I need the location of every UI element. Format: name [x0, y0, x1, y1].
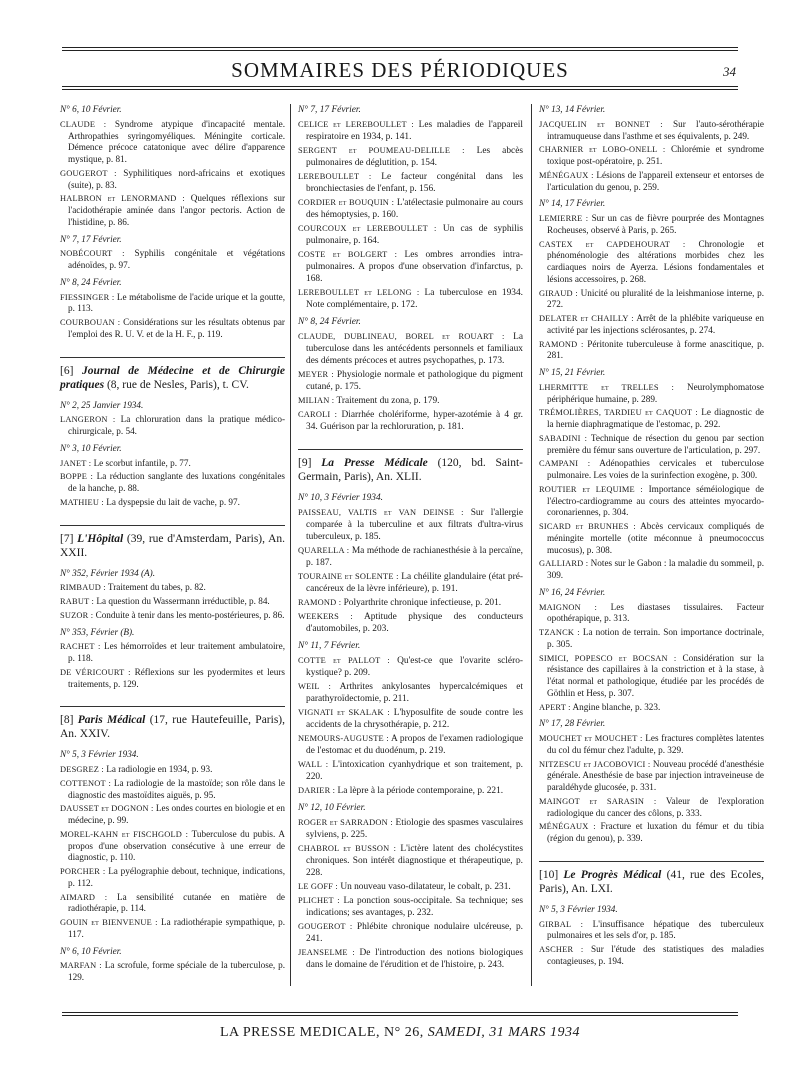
article-authors: AIMARD : [60, 892, 108, 902]
article-title: Chlorémie et syndrome toxique post-opératoire, p. 251. [547, 144, 765, 166]
article-authors: LEMIERRE : [539, 214, 589, 223]
article-title: La tuberculose dans les antécédents personnels et familiaux des déments précoces et autres psychopathes, p. 173. [306, 332, 524, 366]
article-title: La tuberculose en 1934. Note complémentaire, p. 172. [306, 288, 524, 310]
article-entry [60, 118, 285, 166]
article-title: La scrofule, forme spéciale de la tuberculose, p. 129. [68, 960, 285, 982]
article-title: Les fractures complètes latentes du col du fémur chez l'adulte, p. 329. [547, 733, 765, 755]
journal-heading [60, 357, 285, 392]
article-title: Un nouveau vaso-dilatateur, le cobalt, p. 231. [340, 882, 511, 892]
article-authors: COURBOUAN : [60, 318, 121, 327]
article-title: La chéilite glandulaire (état pré-cancéreux de la lèvre inférieure), p. 191. [306, 572, 523, 594]
article-authors: MÉNÉGAUX : [539, 170, 594, 180]
issue-heading: N° 16, 24 Février. [539, 586, 606, 597]
article-authors: NEMOURS-AUGUSTE : [298, 734, 389, 743]
article-authors: ROGER et SARRADON : [298, 818, 393, 827]
journal-address: (41, rue des Ecoles, Paris), An. LXI. [539, 868, 765, 895]
article-title: La chloruration dans la pratique médico-chirurgicale, p. 54. [68, 414, 286, 436]
issue-heading: N° 13, 14 Février. [539, 104, 606, 114]
article-authors: COSTE et BOLGERT : [298, 250, 398, 259]
article-entry [539, 601, 765, 626]
article-authors: RABUT : [60, 597, 95, 606]
article-title: L'hyposulfite de soude contre les accidents de la chrysothérapie, p. 212. [306, 708, 523, 730]
article-authors: CAMPANI : [539, 459, 591, 469]
article-entry [298, 119, 523, 143]
article-entry [298, 145, 524, 169]
article-title: Le diagnostic de la hernie diaphragmatique de l'estomac, p. 292. [547, 407, 764, 429]
article-entry [298, 287, 524, 311]
article-title: Notes sur le Gabon : la maladie du sommeil, p. 309. [547, 558, 765, 580]
article-entry [60, 248, 285, 272]
article-title: La lèpre à la période contemporaine, p. 221. [337, 786, 504, 796]
article-entry [298, 597, 523, 609]
article-title: La radiothérapie sympathique, p. 117. [68, 917, 285, 939]
article-entry [60, 582, 285, 594]
page-footer [62, 1025, 738, 1041]
page-title: SOMMAIRES DES PÉRIODIQUES [231, 58, 569, 82]
article-title: Le métabolisme de l'acide urique et la goutte, p. 113. [68, 291, 286, 314]
column-divider-2 [531, 104, 532, 986]
article-entry [60, 960, 285, 984]
article-title: Péritonite tuberculeuse à forme anascitique, p. 281. [547, 338, 764, 361]
article-title: Sur l'auto-sérothérapie intramuqueuse dans l'asthme et ses équivalents, p. 249. [547, 118, 764, 141]
article-entry [298, 507, 523, 543]
article-authors: RIMBAUD : [60, 583, 106, 593]
issue-heading: N° 352, Février 1934 (A). [60, 567, 156, 578]
article-title: Sur l'allergie comparée à la tuberculine et aux filtrats d'ultra-virus tuberculeux, p. 185. [306, 508, 523, 542]
article-authors: TOURAINE et SOLENTE : [298, 572, 399, 581]
article-authors: MOREL-KAHN et FISCHGOLD : [60, 829, 189, 839]
journal-heading [60, 525, 285, 560]
article-title: Traitement du tabes, p. 82. [107, 582, 206, 593]
article-authors: MAIGNON : [539, 602, 598, 612]
article-title: Considérations sur les résultats obtenus par l'emploi des R. U. V. et de la H. F., p. 119. [68, 317, 285, 339]
journal-number: [8] [60, 714, 74, 727]
article-entry [539, 627, 765, 651]
article-entry [539, 821, 764, 845]
article-entry [298, 409, 523, 433]
article-title: La dyspepsie du lait de vache, p. 97. [106, 496, 240, 507]
article-authors: ASCHER : [539, 945, 584, 954]
article-entry [539, 338, 764, 363]
article-authors: NITZESCU et JACOBOVICI : [539, 759, 651, 769]
article-authors: TRÉMOLIÈRES, TARDIEU et CAQUOT : [539, 408, 698, 418]
issue-heading: N° 6, 10 Février. [60, 945, 122, 956]
issue-heading: N° 3, 10 Février. [60, 442, 122, 453]
article-title: Importance séméiologique de l'électro-cardiogramme au cours des atteintes myocardo-coronariennes, p. 304. [547, 483, 765, 518]
article-entry [60, 596, 285, 608]
article-authors: SIMICI, POPESCO et BOCSAN : [539, 653, 677, 663]
article-title: Diarrhée cholériforme, hyper-azotémie à 4 gr. 34. Guérison par la rechloruration, p. 181. [306, 410, 523, 432]
article-title: Valeur de l'exploration radiologique du cancer des côlons, p. 333. [547, 795, 764, 818]
journal-heading [298, 449, 523, 484]
article-entry [539, 381, 764, 406]
article-title: La question du Wassermann irréductible, p. 84. [96, 596, 270, 606]
article-authors: WEEKERS : [298, 612, 353, 621]
article-entry [298, 895, 523, 919]
issue-heading: N° 353, Février (B). [60, 626, 135, 637]
article-title: Angine blanche, p. 323. [572, 701, 661, 712]
article-entry [539, 144, 765, 168]
article-title: Unicité ou pluralité de la leishmaniose interne, p. 272. [547, 287, 765, 310]
column-3 [539, 104, 764, 986]
article-authors: JACQUELIN et BONNET : [539, 119, 663, 129]
article-entry [60, 609, 285, 622]
article-entry [60, 317, 285, 341]
issue-heading: N° 7, 17 Février. [60, 233, 122, 244]
article-authors: MATHIEU : [60, 497, 104, 507]
article-title: La radiologie en 1934, p. 93. [106, 764, 213, 774]
article-entry [539, 521, 764, 556]
article-title: Considération sur la résistance des capillaires à la constriction et à la stase, à l'état normal et pathologique, étudiée par les procédés de Göthlin et Hess, p. 307. [547, 652, 764, 698]
article-entry [539, 652, 764, 700]
article-entry [298, 947, 524, 971]
issue-heading: N° 8, 24 Février. [298, 317, 361, 327]
article-entry [298, 817, 524, 841]
article-title: Ma méthode de rachianesthésie à la percaïne, p. 187. [306, 546, 524, 568]
article-entry [298, 331, 524, 367]
article-entry [298, 733, 523, 757]
article-title: Chronologie et phénoménologie des altérations morbides chez les cardiaques noirs de Ayerza. Lésions fondamentales et lésions accessoires, p. 268. [547, 238, 764, 284]
article-entry [539, 701, 764, 714]
article-title: La sensibilité cutanée en matière de radiothérapie, p. 114. [68, 891, 286, 914]
article-authors: CHARNIER et LOBO-ONELL : [539, 145, 666, 155]
journal-name: Paris Médical [77, 714, 146, 727]
journal-name: Journal de Médecine et de Chirurgie pratiques [60, 364, 285, 391]
article-authors: GIRBAL : [539, 919, 584, 929]
issue-heading: N° 17, 28 Février. [539, 718, 606, 729]
article-title: Conduite à tenir dans les mento-postérieures, p. 86. [95, 609, 285, 620]
article-authors: COTTE et PALLOT : [298, 656, 390, 665]
article-entry [539, 169, 764, 194]
article-entry [298, 759, 524, 783]
article-entry [539, 118, 764, 143]
article-authors: LE GOFF : [298, 882, 338, 891]
article-authors: FIESSINGER : [60, 292, 115, 302]
article-authors: JEANSELME : [298, 948, 355, 957]
journal-address: (17, rue Hautefeuille, Paris), An. XXIV. [60, 714, 286, 741]
article-authors: CAROLI : [298, 410, 338, 419]
issue-heading: N° 14, 17 Février. [539, 198, 606, 209]
article-title: Phlébite chronique nodulaire ulcéreuse, p. 241. [306, 922, 523, 944]
article-authors: DE VÉRICOURT : [60, 667, 131, 677]
article-entry [539, 407, 764, 431]
article-entry [539, 313, 764, 337]
article-authors: DARIER : [298, 786, 336, 795]
article-authors: GALLIARD : [539, 559, 589, 569]
column-divider-1 [290, 104, 291, 986]
article-entry [60, 167, 286, 192]
issue-heading: N° 2, 25 Janvier 1934. [60, 399, 144, 410]
journal-address: (120, bd. Saint-Germain, Paris), An. XLII. [298, 457, 524, 483]
journal-number: [7] [60, 532, 74, 545]
article-entry [298, 571, 523, 595]
article-title: Adénopathies cervicales et tuberculose pulmonaire. Les voies de la surinfection exogène, p. 300. [547, 458, 764, 480]
article-entry [60, 496, 285, 509]
article-title: Syndrome atypique d'incapacité mentale. Arthropathies syringomyéliques. Méningite corticale. Démence précoce catatonique avec délire d'apparence mystique, p. 81. [68, 118, 285, 164]
article-title: Polyarthrite chronique infectieuse, p. 201. [343, 598, 502, 608]
article-title: Syphilitiques nord-africains et exotiques (suite), p. 83. [68, 167, 286, 190]
article-title: Les maladies de l'appareil respiratoire en 1934, p. 141. [306, 120, 523, 142]
issue-heading: N° 11, 7 Février. [298, 641, 361, 651]
article-entry [539, 213, 765, 237]
issue-heading: N° 15, 21 Février. [539, 367, 606, 377]
article-title: Sur un cas de fièvre pourprée des Montagnes Rocheuses, observé à Paris, p. 265. [547, 213, 765, 235]
article-entry [539, 918, 764, 943]
issue-heading: N° 5, 3 Février 1934. [60, 749, 139, 760]
article-authors: DESGREZ : [60, 765, 104, 774]
article-authors: CLAUDE, DUBLINEAU, BOREL et ROUART : [298, 332, 505, 341]
article-authors: MARFAN : [60, 961, 102, 971]
article-entry [60, 828, 286, 864]
article-title: Les hémorroïdes et leur traitement ambulatoire, p. 118. [68, 641, 285, 663]
article-entry [539, 944, 764, 968]
article-title: Abcès cervicaux compliqués de méningite mortelle (otite méconnue à pneumococcus mucosus), p. 308. [547, 521, 764, 555]
article-entry [60, 803, 285, 827]
article-entry [298, 655, 524, 679]
article-title: L'ictère latent des cholécystites chroniques. Son intérêt diagnostique et thérapeutique, p. 228. [306, 844, 523, 878]
article-title: Les diastases tissulaires. Facteur opothérapique, p. 313. [547, 601, 765, 624]
article-authors: GOUIN et BIENVENUE : [60, 918, 158, 927]
article-authors: SABADINI : [539, 433, 588, 443]
article-authors: CORDIER et BOUQUIN : [298, 198, 395, 207]
article-title: La réduction sanglante des luxations congénitales de la hanche, p. 88. [68, 471, 286, 493]
article-title: Lésions de l'appareil extenseur et entorses de l'articulation du genou, p. 259. [547, 169, 764, 192]
article-authors: CASTEX et CAPDEHOURAT : [539, 239, 686, 249]
article-entry [539, 483, 765, 519]
issue-heading: N° 7, 17 Février. [298, 105, 361, 115]
article-authors: JANET : [60, 458, 92, 468]
issue-heading: N° 12, 10 Février. [298, 803, 366, 813]
article-authors: HALBRON et LENORMAND : [60, 194, 185, 204]
footer-rule-1 [62, 1012, 738, 1013]
article-title: Technique de résection du genou par section première du fémur sans ouverture de l'articulation, p. 297. [547, 432, 765, 455]
article-title: Fracture et luxation du fémur et du tibia (région du genou), p. 339. [547, 821, 764, 843]
article-entry [298, 197, 523, 221]
article-entry [60, 193, 286, 228]
article-title: L'intoxication cyanhydrique et son traitement, p. 220. [306, 760, 524, 782]
header-rule-2 [62, 89, 738, 90]
article-title: Le scorbut infantile, p. 77. [93, 457, 191, 468]
article-entry [60, 414, 286, 438]
article-authors: SUZOR : [60, 610, 94, 620]
issue-heading: N° 10, 3 Février 1934. [298, 493, 383, 503]
header-rule-1 [62, 86, 738, 87]
article-title: Les abcès pulmonaires de déglutition, p. 154. [306, 146, 524, 168]
article-authors: RAMOND : [298, 598, 342, 607]
article-authors: MAINGOT et SARASIN : [539, 796, 657, 806]
article-authors: COURCOUX et LEREBOULLET : [298, 224, 437, 233]
article-authors: PORCHER : [60, 867, 106, 876]
issue-heading: N° 6, 10 Février. [60, 104, 122, 114]
article-title: La pyélographie debout, technique, indications, p. 112. [68, 866, 286, 888]
article-entry [298, 369, 524, 393]
page-number: 34 [723, 64, 736, 79]
article-authors: SICARD et BRUNHES : [539, 522, 636, 531]
article-entry [539, 238, 764, 286]
article-authors: CLAUDE : [60, 119, 107, 129]
article-title: Le facteur congénital dans les bronchiectasies de l'enfant, p. 156. [306, 172, 524, 194]
top-rule-2 [62, 50, 738, 51]
article-authors: MOUCHET et MOUCHET : [539, 734, 643, 743]
journal-number: [6] [60, 364, 74, 377]
article-entry [539, 558, 765, 582]
article-title: Neurolymphomatose périphérique humaine, p. 289. [547, 381, 764, 404]
article-entry [60, 891, 286, 916]
article-authors: RAMOND : [539, 339, 584, 349]
article-authors: MÉNÉGAUX : [539, 822, 596, 832]
journal-heading [60, 706, 285, 741]
article-entry [539, 758, 764, 794]
article-authors: LEREBOULLET : [298, 172, 372, 181]
article-authors: DELATER et CHAILLY : [539, 314, 634, 323]
article-title: Etiologie des spasmes vasculaires sylviens, p. 225. [306, 818, 524, 840]
footer-rule-2 [62, 1015, 738, 1016]
article-title: Sur l'étude des statistiques des maladies contagieuses, p. 194. [547, 944, 764, 966]
article-entry [298, 785, 523, 797]
article-title: De l'introduction des notions biologiques dans le domaine de l'érudition et de l'histoire, p. 243. [306, 948, 524, 970]
article-authors: LHERMITTE et TRELLES : [539, 382, 675, 392]
article-authors: WALL : [298, 760, 329, 769]
article-title: Réflexions sur les pyodermites et leurs traitements, p. 129. [68, 666, 285, 689]
article-title: Aptitude physique des conducteurs d'automobiles, p. 203. [306, 612, 524, 634]
article-title: Nouveau procédé d'anesthésie générale. Anesthésie de base par injection intraveineuse de paraldéhyde glucosée, p. 331. [547, 758, 764, 792]
article-title: Tuberculose du pubis. A propos d'une observation consécutive à une erreur de diagnostic, p. 110. [68, 828, 286, 863]
journal-address: (39, rue d'Amsterdam, Paris), An. XXII. [60, 532, 286, 559]
article-title: La ponction sous-occipitale. Sa technique; ses indications; ses avantages, p. 232. [306, 896, 523, 918]
article-authors: QUARELLA : [298, 546, 350, 555]
article-authors: PLICHET : [298, 896, 340, 905]
article-authors: LANGERON : [60, 415, 116, 425]
article-title: L'atélectasie pulmonaire au cours des hémoptysies, p. 160. [306, 198, 523, 220]
article-title: Physiologie normale et pathologique du pigment cutané, p. 175. [306, 370, 524, 392]
journal-name: L'Hôpital [77, 532, 124, 545]
article-title: Les ondes courtes en biologie et en médecine, p. 99. [68, 803, 285, 825]
article-entry [60, 917, 285, 941]
article-authors: MEYER : [298, 370, 334, 379]
article-title: Qu'est-ce que l'ovarite scléro-kystique? p. 209. [306, 656, 524, 678]
article-authors: NOBÉCOURT : [60, 249, 125, 259]
journal-name: Le Progrès Médical [563, 868, 662, 881]
article-entry [60, 641, 285, 665]
article-authors: RACHET : [60, 642, 101, 652]
article-authors: GOUGEROT : [60, 168, 117, 178]
column-2 [298, 104, 523, 986]
article-authors: COTTENOT : [60, 778, 112, 788]
article-entry [298, 921, 523, 945]
article-authors: MILIAN : [298, 396, 335, 405]
article-entry [539, 733, 765, 757]
article-entry [298, 681, 523, 705]
article-title: Un cas de syphilis pulmonaire, p. 164. [306, 224, 524, 246]
article-entry [298, 843, 523, 879]
article-authors: BOPPE : [60, 472, 94, 482]
article-entry [60, 777, 286, 802]
article-title: Arrêt de la phlébite variqueuse en activité par les injections sclérosantes, p. 274. [547, 313, 764, 335]
column-1 [60, 104, 285, 986]
article-authors: LEREBOULLET et LELONG : [298, 288, 420, 297]
article-title: Syphilis congénitale et végétations adénoïdes, p. 97. [68, 248, 285, 270]
article-title: Les ombres arrondies intra-pulmonaires. A propos d'une observation d'infarctus, p. 168. [306, 250, 523, 284]
journal-heading [539, 861, 764, 896]
article-entry [60, 291, 286, 316]
article-authors: CHABROL et BUSSON : [298, 844, 397, 853]
article-authors: APERT : [539, 702, 571, 712]
article-entry [298, 611, 524, 635]
article-title: A propos de l'examen radiologique de l'estomac et du duodénum, p. 219. [306, 734, 523, 756]
article-authors: WEIL : [298, 682, 331, 691]
article-authors: DAUSSET et DOGNON : [60, 804, 154, 814]
issue-heading: N° 5, 3 Février 1934. [539, 903, 618, 914]
article-title: Traitement du zona, p. 179. [336, 396, 440, 406]
article-entry [539, 432, 765, 457]
article-entry [539, 287, 765, 312]
article-title: Quelques réflexions sur l'acidothérapie aminée dans l'angor pectoris. Action de l'histidine, p. 86. [68, 193, 286, 227]
article-title: La radiologie de la mastoïde; son rôle dans le diagnostic des mastoïdites aiguës, p. 95. [68, 777, 286, 800]
issue-heading: N° 8, 24 Février. [60, 276, 122, 287]
article-entry [60, 764, 285, 776]
article-authors: PAISSEAU, VALTIS et VAN DEINSE : [298, 508, 464, 517]
article-entry [298, 545, 524, 569]
article-authors: GOUGEROT : [298, 922, 353, 931]
article-authors: VIGNATI et SKALAK : [298, 708, 390, 717]
footer-date: SAMEDI, 31 MARS 1934 [427, 1025, 581, 1040]
article-authors: TZANCK : [539, 628, 580, 637]
article-entry [60, 866, 286, 890]
journal-address: (8, rue de Nesles, Paris), t. CV. [106, 378, 249, 391]
article-entry [298, 171, 524, 195]
article-entry [539, 795, 764, 820]
article-authors: ROUTIER et LEQUIME : [539, 484, 643, 494]
article-title: La notion de terrain. Son importance doctrinale, p. 305. [547, 627, 765, 649]
article-entry [60, 666, 285, 691]
journal-number: [10] [539, 868, 559, 881]
footer-publication: LA PRESSE MEDICALE, N° 26, [219, 1025, 424, 1040]
article-entry [539, 458, 764, 482]
article-entry [60, 471, 286, 495]
article-title: Arthrites ankylosantes hypercalcémiques et parathyroïdectomie, p. 211. [306, 682, 523, 704]
article-entry [298, 707, 523, 731]
article-authors: CELICE et LEREBOULLET : [298, 120, 414, 129]
journal-name: La Presse Médicale [321, 457, 428, 469]
journal-number: [9] [298, 457, 312, 469]
article-entry [298, 881, 523, 893]
article-authors: SERGENT et POUMEAU-DELILLE : [298, 146, 465, 155]
article-entry [298, 395, 523, 407]
article-title: L'insuffisance hépatique des tuberculeux pulmonaires et les sels d'or, p. 185. [547, 918, 764, 941]
top-rule-1 [62, 47, 738, 48]
article-entry [298, 249, 523, 285]
article-entry [60, 457, 285, 470]
article-authors: GIRAUD : [539, 288, 578, 298]
article-entry [298, 223, 524, 247]
